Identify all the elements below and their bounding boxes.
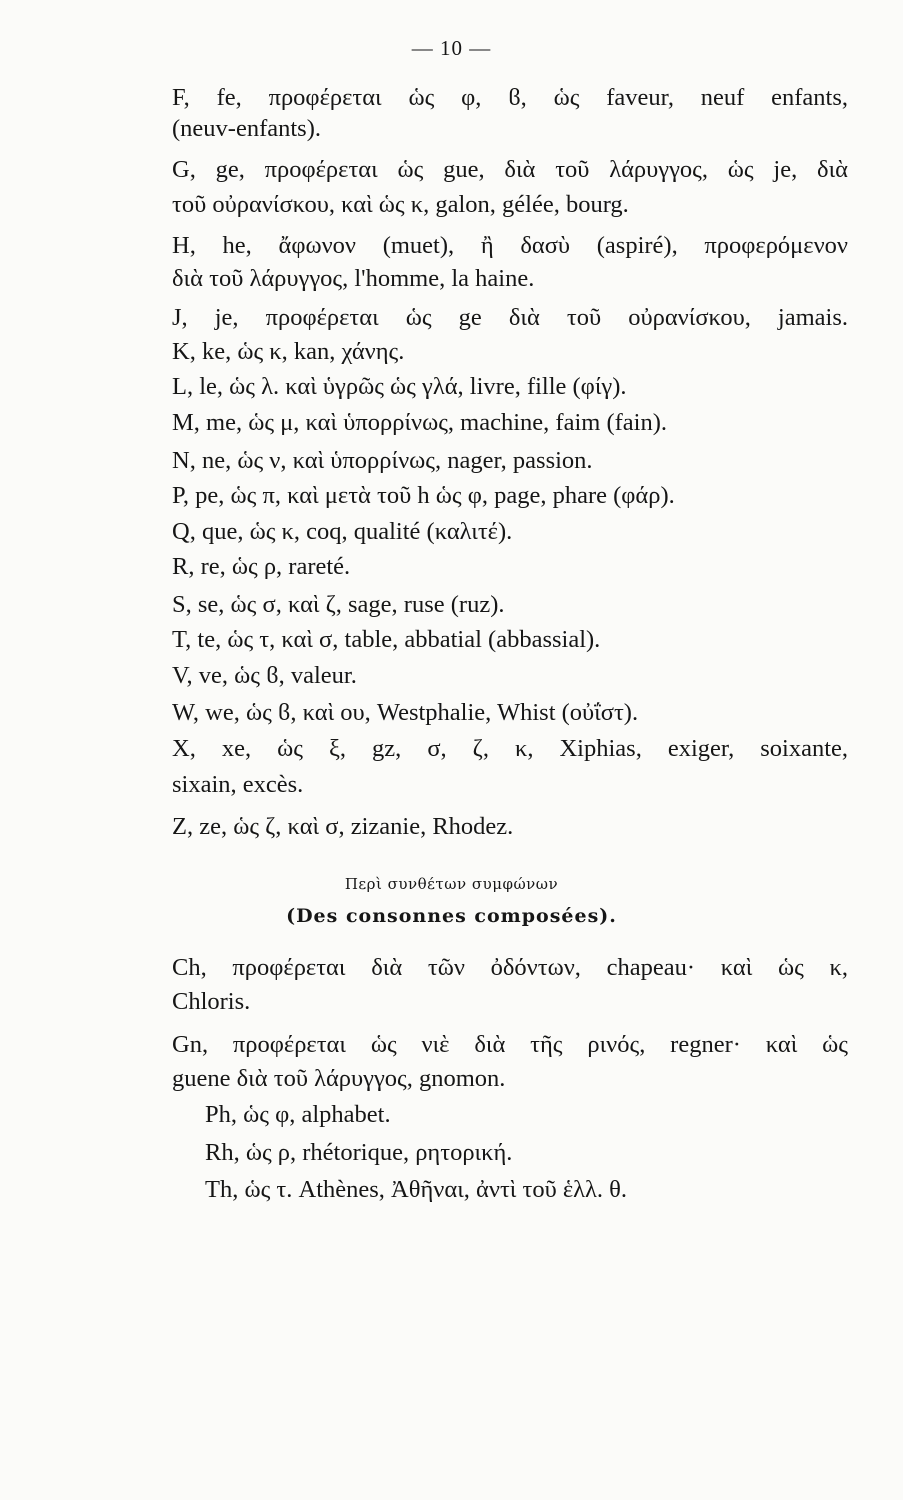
text-line: F, fe, προφέρεται ὡς φ, ϐ, ὡς faveur, neuf enfants, <box>172 84 848 111</box>
text-line: H, he, ἄφωνον (muet), ἢ δασὺ (aspiré), προφερόμενον <box>172 232 848 259</box>
text-line: J, je, προφέρεται ὡς ge διὰ τοῦ οὐρανίσκου, jamais. <box>172 304 848 331</box>
text-line: Chloris. <box>172 988 251 1015</box>
text-line: guene διὰ τοῦ λάρυγγος, gnomon. <box>172 1065 506 1092</box>
text-line: διὰ τοῦ λάρυγγος, l'homme, la haine. <box>172 265 535 292</box>
text-line: (neuv-enfants). <box>172 115 321 142</box>
text-line: V, ve, ὡς ϐ, valeur. <box>172 662 357 689</box>
text-line: τοῦ οὐρανίσκου, καὶ ὡς κ, galon, gélée, bourg. <box>172 191 629 218</box>
section-heading-greek: Περὶ συνθέτων συμφώνων <box>344 875 559 893</box>
page-number: — 10 — <box>411 36 492 60</box>
section-heading-french: (Des consonnes composées). <box>286 905 617 927</box>
text-line: Ch, προφέρεται διὰ τῶν ὀδόντων, chapeau· καὶ ὡς κ, <box>172 954 848 981</box>
text-line: M, me, ὡς μ, καὶ ὑπορρίνως, machine, faim (fain). <box>172 409 667 436</box>
text-line: Th, ὡς τ. Athènes, Ἀθῆναι, ἀντὶ τοῦ ἑλλ. θ. <box>205 1176 628 1203</box>
text-line: P, pe, ὡς π, καὶ μετὰ τοῦ h ὡς φ, page, phare (φάρ). <box>172 482 675 509</box>
text-line: S, se, ὡς σ, καὶ ζ, sage, ruse (ruz). <box>172 591 505 618</box>
text-line: K, ke, ὡς κ, kan, χάνης. <box>172 338 405 365</box>
text-line: Gn, προφέρεται ὡς νιὲ διὰ τῆς ρινός, regner· καὶ ὡς <box>172 1031 848 1058</box>
text-line: W, we, ὡς ϐ, καὶ ου, Westphalie, Whist (οὐΐστ). <box>172 699 639 726</box>
text-line: R, re, ὡς ρ, rareté. <box>172 553 351 580</box>
text-line: Ph, ὡς φ, alphabet. <box>205 1101 391 1128</box>
text-line: G, ge, προφέρεται ὡς gue, διὰ τοῦ λάρυγγος, ὡς je, διὰ <box>172 156 848 183</box>
text-line: L, le, ὡς λ. καὶ ὑγρῶς ὡς γλά, livre, fille (φίγ). <box>172 373 627 400</box>
text-line: X, xe, ὡς ξ, gz, σ, ζ, κ, Xiphias, exiger, soixante, <box>172 735 848 762</box>
text-line: sixain, excès. <box>172 771 304 798</box>
text-line: N, ne, ὡς ν, καὶ ὑπορρίνως, nager, passion. <box>172 447 593 474</box>
text-line: Z, ze, ὡς ζ, καὶ σ, zizanie, Rhodez. <box>172 813 514 840</box>
text-line: Q, que, ὡς κ, coq, qualité (καλιτέ). <box>172 518 513 545</box>
text-line: T, te, ὡς τ, καὶ σ, table, abbatial (abbassial). <box>172 626 601 653</box>
text-line: Rh, ὡς ρ, rhétorique, ρητορική. <box>205 1139 513 1166</box>
